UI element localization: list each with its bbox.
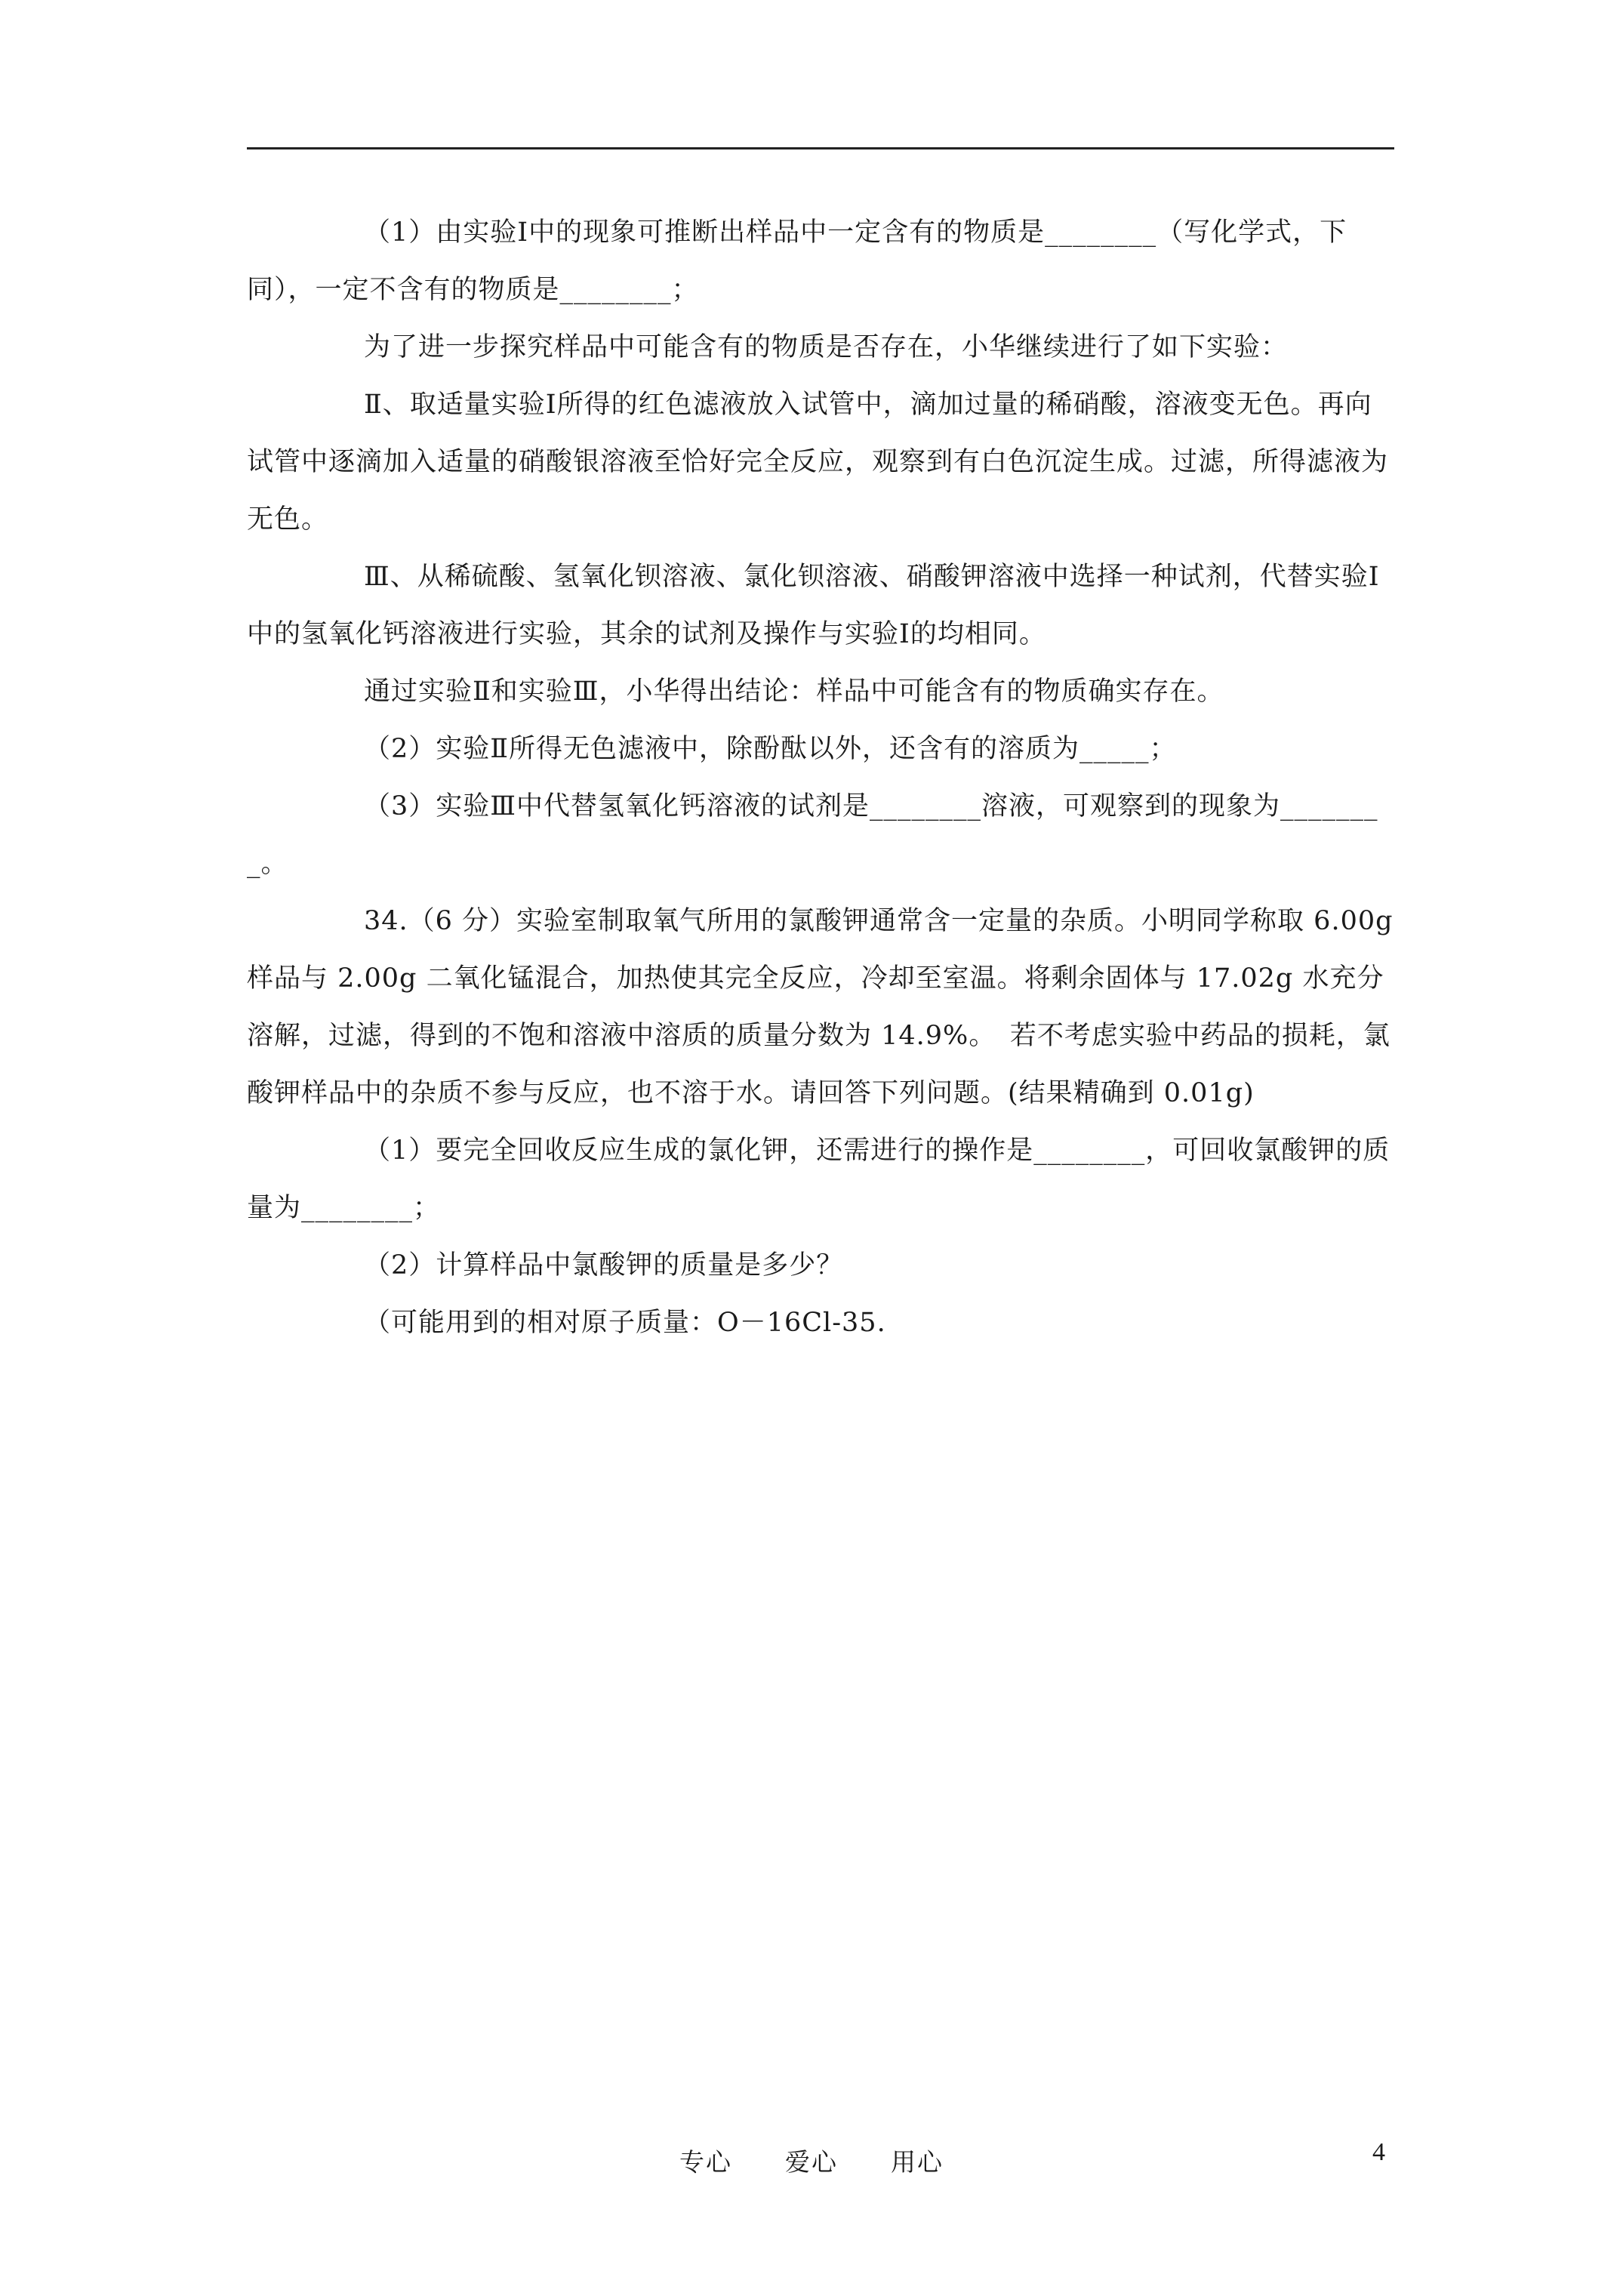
header-rule [247, 147, 1394, 149]
paragraph-q2: （2）实验Ⅱ所得无色滤液中，除酚酞以外，还含有的溶质为_____； [364, 734, 1177, 764]
paragraph-conclusion: 通过实验Ⅱ和实验Ⅲ，小华得出结论：样品中可能含有的物质确实存在。 [364, 676, 1224, 707]
page-number: 4 [1372, 2138, 1385, 2166]
paragraph-experiment-3: Ⅲ、从稀硫酸、氢氧化钡溶液、氯化钡溶液、硝酸钾溶液中选择一种试剂，代替实验Ⅰ中的氢氧化钙溶液进行实验，其余的试剂及操作与实验Ⅰ的均相同。 [247, 562, 1380, 649]
document-body [247, 204, 1394, 1351]
paragraph-further-inquiry: 为了进一步探究样品中可能含有的物质是否存在，小华继续进行了如下实验： [364, 332, 1289, 362]
paragraph-experiment-2: Ⅱ、取适量实验Ⅰ所得的红色滤液放入试管中，滴加过量的稀硝酸，溶液变无色。再向试管中逐滴加入适量的硝酸银溶液至恰好完全反应，观察到有白色沉淀生成。过滤，所得滤液为无色。 [247, 390, 1389, 535]
paragraph-problem-34: 34.（6 分）实验室制取氧气所用的氯酸钾通常含一定量的杂质。小明同学称取 6.00g 样品与 2.00g 二氧化锰混合，加热使其完全反应，冷却至室温。将剩余固体与 17.02g 水充分溶解，过滤，得到的不饱和溶液中溶质的质量分数为 14.9%。 若不考虑实验中药品的损耗，氯酸钾样品中的杂质不参与反应，也不溶于水。请回答下列问题。(结果精确到 0.01g) [247, 906, 1394, 1108]
paragraph-34-part1: （1）要完全回收反应生成的氯化钾，还需进行的操作是________，可回收氯酸钾的质量为________； [247, 1136, 1390, 1223]
paragraph-34-part2: （2）计算样品中氯酸钾的质量是多少？ [364, 1250, 844, 1281]
paragraph-q3: （3）实验Ⅲ中代替氢氧化钙溶液的试剂是________溶液，可观察到的现象为________。 [247, 791, 1378, 879]
footer-slogan: 专心 爱心 用心 [679, 2147, 944, 2177]
paragraph-atomic-masses: （可能用到的相对原子质量：O－16Cl-35. [364, 1308, 886, 1338]
paragraph-q1-part1: （1）由实验Ⅰ中的现象可推断出样品中一定含有的物质是________（写化学式，下同），一定不含有的物质是________； [247, 217, 1347, 305]
